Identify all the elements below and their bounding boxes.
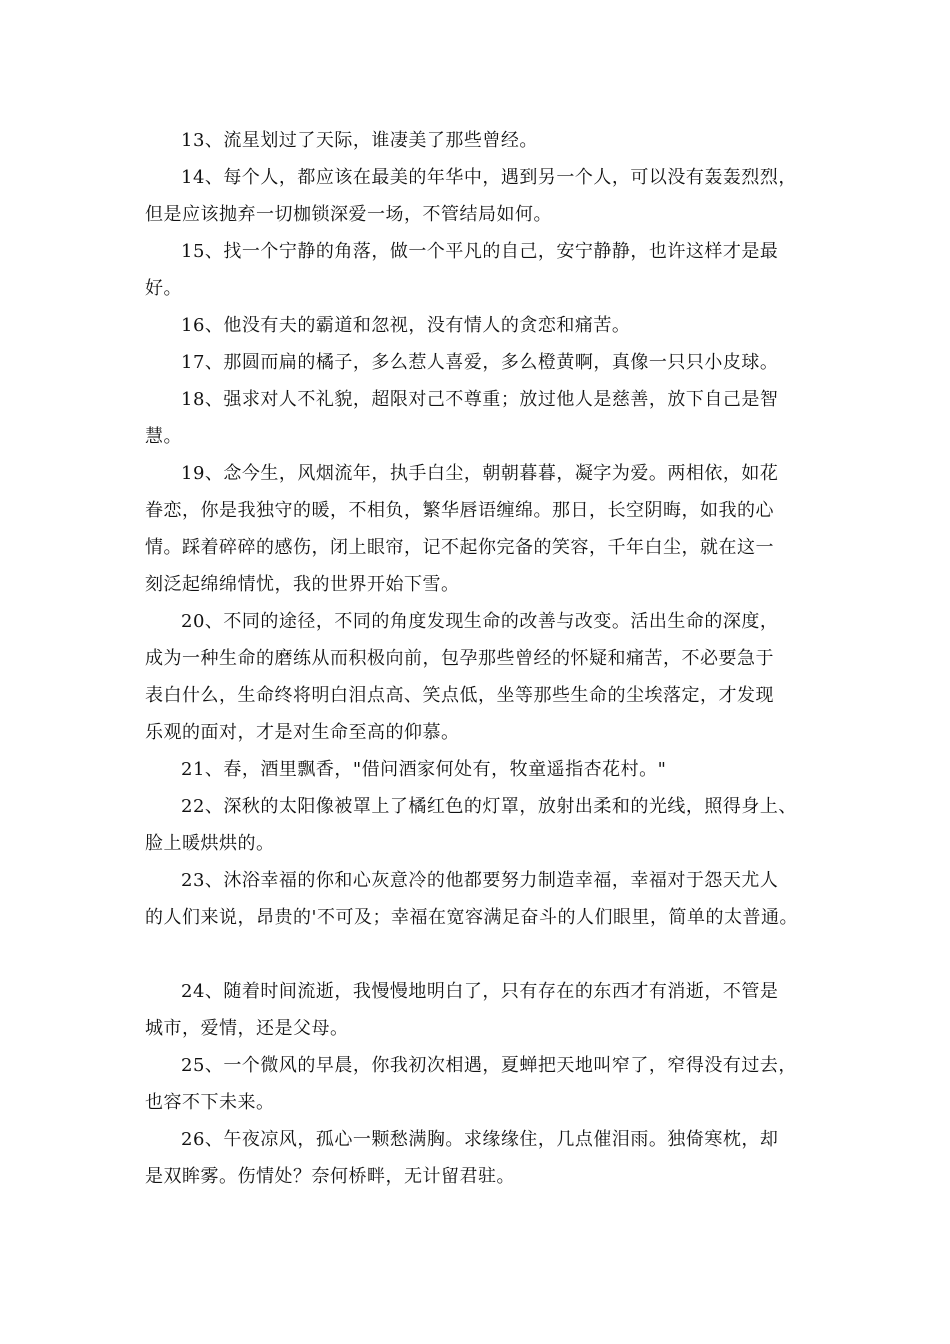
paragraph-21: [145, 751, 825, 788]
paragraph-line: 21、春，酒里飘香，"借问酒家何处有，牧童遥指杏花村。": [181, 759, 667, 780]
paragraph-line: 的人们来说，昂贵的'不可及；幸福在宽容满足奋斗的人们眼里，简单的太普通。: [145, 907, 798, 928]
paragraph-line: 18、强求对人不礼貌，超限对己不尊重；放过他人是慈善，放下自己是智: [181, 389, 779, 410]
paragraph-line: 26、午夜凉风，孤心一颗愁满胸。求缘缘住，几点催泪雨。独倚寒枕，却: [181, 1129, 779, 1150]
paragraph-line: 25、一个微风的早晨，你我初次相遇，夏蝉把天地叫窄了，窄得没有过去，: [181, 1055, 797, 1076]
paragraph-line: 城市，爱情，还是父母。: [145, 1018, 349, 1039]
paragraph-14: [145, 159, 825, 233]
paragraph-line: 成为一种生命的磨练从而积极向前，包孕那些曾经的怀疑和痛苦，不必要急于: [145, 648, 774, 669]
paragraph-23: [145, 862, 825, 936]
paragraph-15: [145, 233, 825, 307]
paragraph-24: [145, 973, 825, 1047]
paragraph-18: [145, 381, 825, 455]
paragraph-20: [145, 603, 825, 751]
paragraph-25: [145, 1047, 825, 1121]
paragraph-13: [145, 122, 825, 159]
paragraph-line: 20、不同的途径，不同的角度发现生命的改善与改变。活出生命的深度，: [181, 611, 779, 632]
paragraph-line: 22、深秋的太阳像被罩上了橘红色的灯罩，放射出柔和的光线，照得身上、: [181, 796, 797, 817]
paragraph-line: 情。踩着碎碎的感伤，闭上眼帘，记不起你完备的笑容，千年白尘，就在这一: [145, 537, 774, 558]
paragraph-line: 19、念今生，风烟流年，执手白尘，朝朝暮暮，凝字为爱。两相依，如花: [181, 463, 779, 484]
paragraph-line: 好。: [145, 278, 182, 299]
paragraph-line: 23、沐浴幸福的你和心灰意冷的他都要努力制造幸福，幸福对于怨天尤人: [181, 870, 779, 891]
paragraph-line: 脸上暖烘烘的。: [145, 833, 275, 854]
paragraph-line: 17、那圆而扁的橘子，多么惹人喜爱，多么橙黄啊，真像一只只小皮球。: [181, 352, 779, 373]
paragraph-line: 刻泛起绵绵情忧，我的世界开始下雪。: [145, 574, 460, 595]
paragraph-line: 但是应该抛弃一切枷锁深爱一场，不管结局如何。: [145, 204, 552, 225]
paragraph-16: [145, 307, 825, 344]
paragraph-line: 13、流星划过了天际，谁凄美了那些曾经。: [181, 130, 538, 151]
paragraph-line: 表白什么，生命终将明白泪点高、笑点低，坐等那些生命的尘埃落定，才发现: [145, 685, 774, 706]
paragraph-line: 乐观的面对，才是对生命至高的仰慕。: [145, 722, 460, 743]
paragraph-line: 16、他没有夫的霸道和忽视，没有情人的贪恋和痛苦。: [181, 315, 631, 336]
paragraph-line: 慧。: [145, 426, 182, 447]
paragraph-line: 14、每个人，都应该在最美的年华中，遇到另一个人，可以没有轰轰烈烈，: [181, 167, 797, 188]
paragraph-17: [145, 344, 825, 381]
paragraph-26: [145, 1121, 825, 1195]
paragraph-line: 15、找一个宁静的角落，做一个平凡的自己，安宁静静，也许这样才是最: [181, 241, 779, 262]
paragraph-line: 是双眸雾。伤情处？奈何桥畔，无计留君驻。: [145, 1166, 515, 1187]
blank-line: [145, 936, 825, 973]
paragraph-line: 也容不下未来。: [145, 1092, 275, 1113]
document-body: [145, 122, 825, 1195]
paragraph-line: 眷恋，你是我独守的暖，不相负，繁华唇语缠绵。那日，长空阴晦，如我的心: [145, 500, 774, 521]
paragraph-19: [145, 455, 825, 603]
paragraph-line: 24、随着时间流逝，我慢慢地明白了，只有存在的东西才有消逝，不管是: [181, 981, 779, 1002]
paragraph-22: [145, 788, 825, 862]
